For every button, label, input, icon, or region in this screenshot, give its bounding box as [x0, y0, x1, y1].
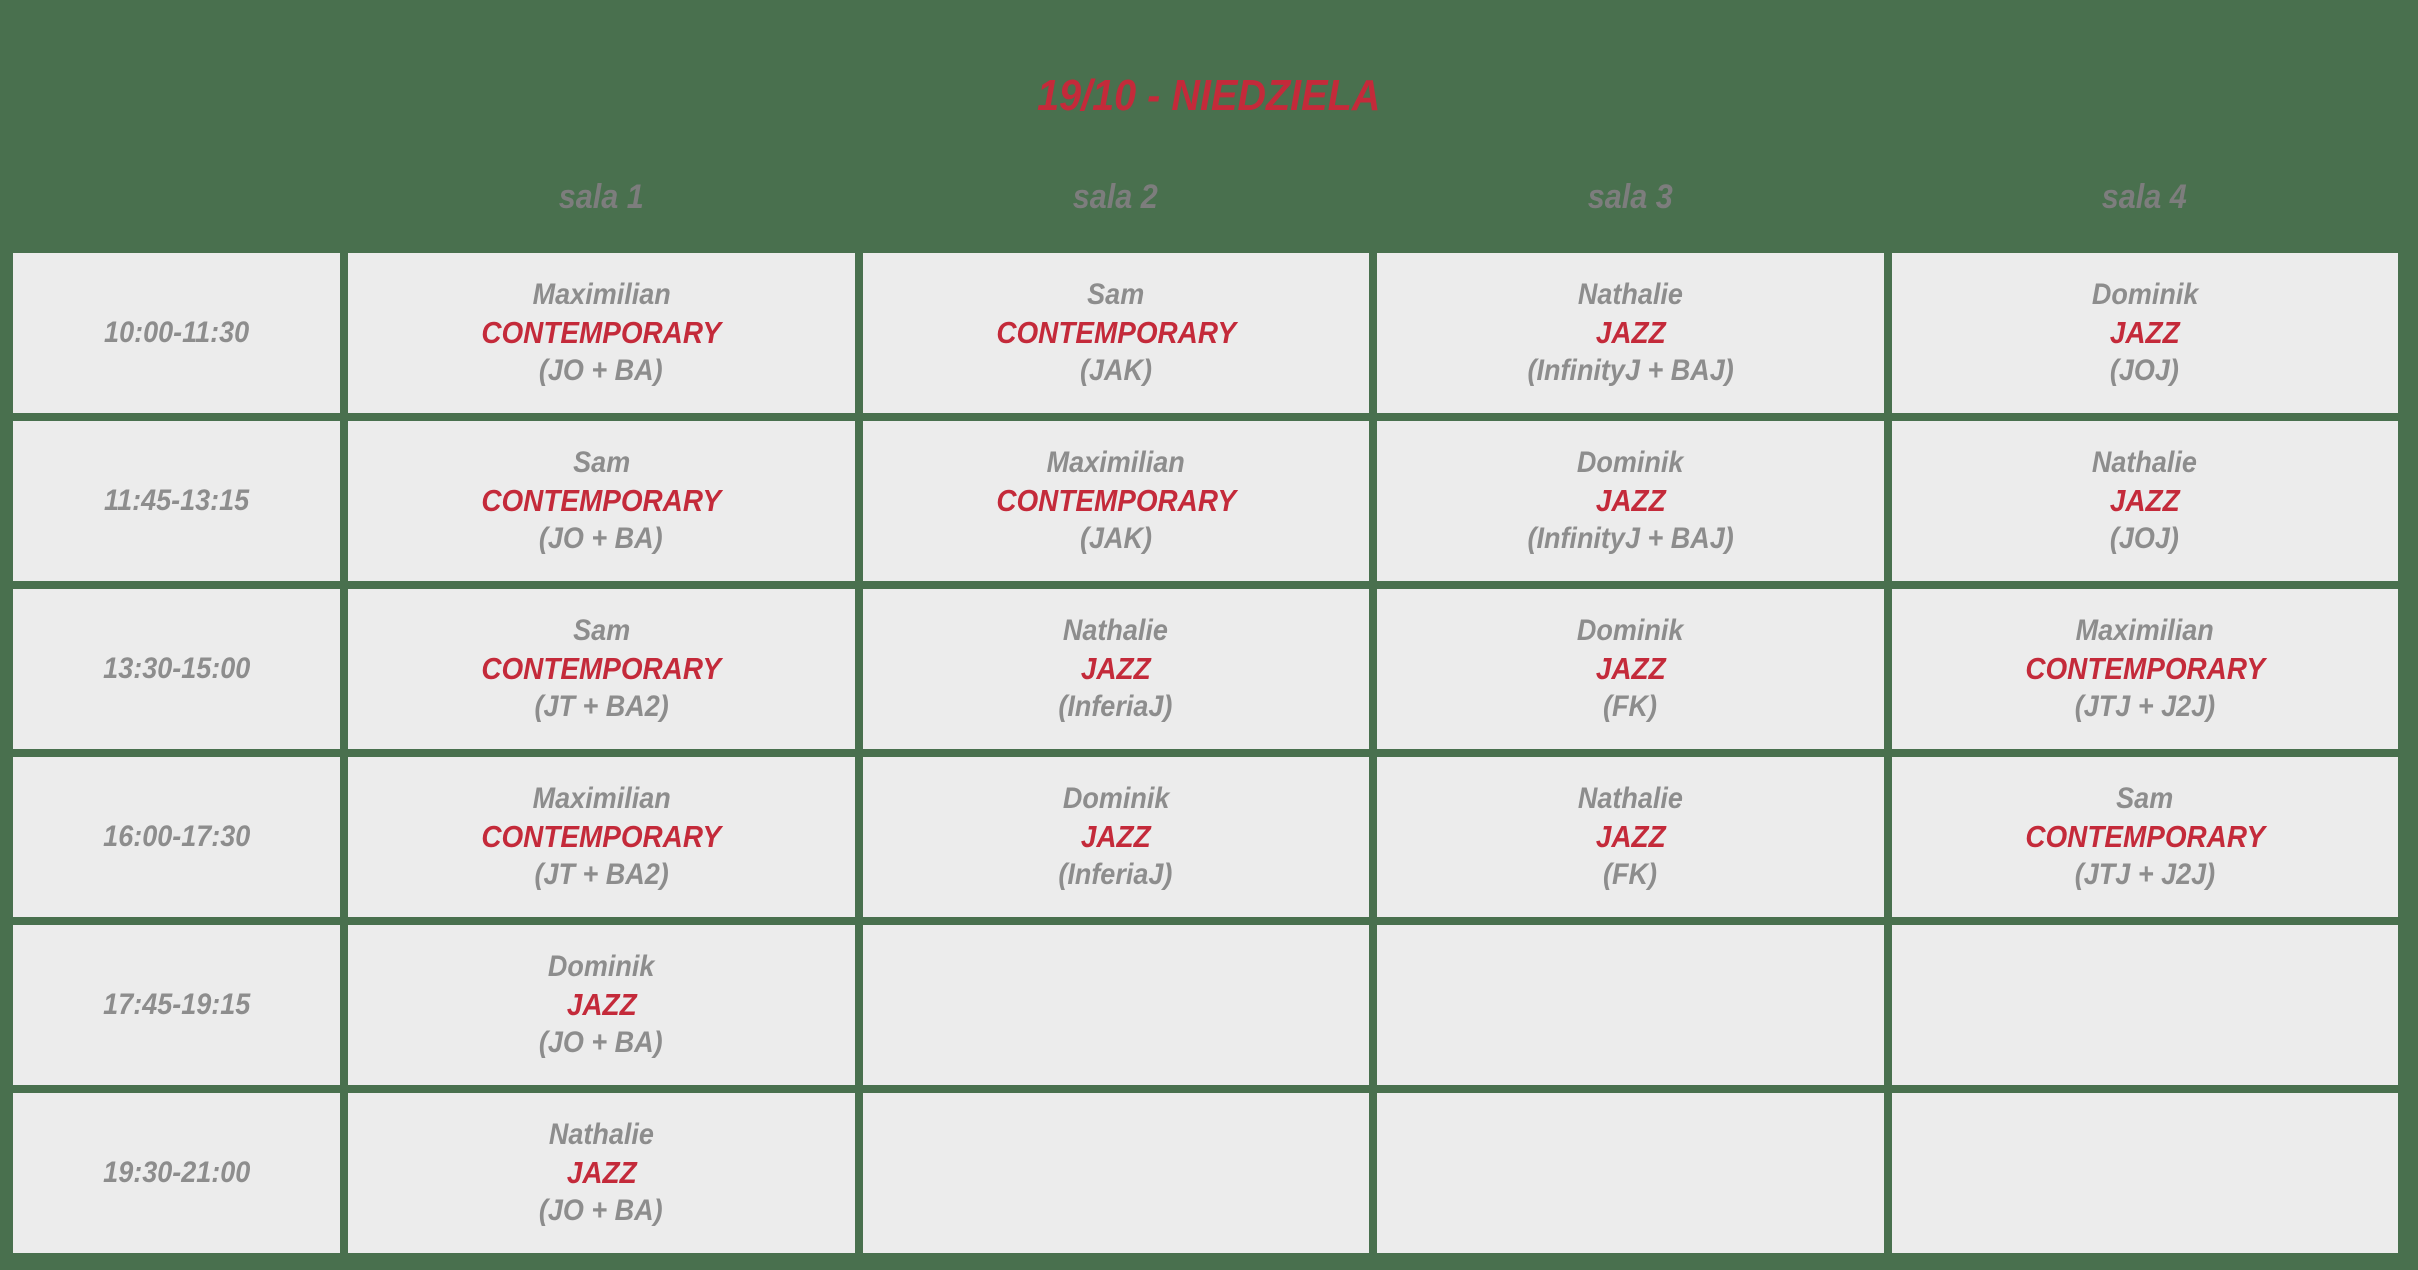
group-codes: (JO + BA) — [539, 522, 664, 555]
class-cell-row-4-sala-2 — [863, 757, 1370, 917]
schedule-title: 19/10 - NIEDZIELA — [1037, 71, 1381, 120]
time-label: 10:00-11:30 — [103, 316, 250, 349]
group-codes: (InferiaJ) — [1058, 858, 1173, 891]
time-label: 17:45-19:15 — [102, 988, 251, 1021]
time-label: 11:45-13:15 — [103, 484, 250, 517]
class-cell-row-5-sala-1 — [348, 925, 855, 1085]
teacher-name: Maximilian — [1046, 446, 1185, 479]
teacher-name: Sam — [1087, 278, 1145, 311]
group-codes: (InfinityJ + BAJ) — [1527, 522, 1734, 555]
group-codes: (JTJ + J2J) — [2074, 690, 2215, 723]
column-header-label: sala 1 — [558, 178, 644, 216]
teacher-name: Maximilian — [2075, 614, 2214, 647]
empty-cell-row-6-sala-4 — [1892, 1093, 2399, 1253]
class-style: CONTEMPORARY — [2024, 819, 2265, 854]
class-style: JAZZ — [2109, 483, 2180, 518]
class-cell-row-2-sala-4 — [1892, 421, 2399, 581]
class-style: CONTEMPORARY — [2024, 651, 2265, 686]
time-cell-row-6 — [13, 1093, 340, 1253]
class-style: JAZZ — [566, 987, 637, 1022]
group-codes: (JAK) — [1079, 522, 1152, 555]
class-cell-row-1-sala-4 — [1892, 253, 2399, 413]
teacher-name: Dominik — [2091, 278, 2199, 311]
class-style: JAZZ — [1595, 483, 1666, 518]
class-style: CONTEMPORARY — [995, 483, 1236, 518]
empty-cell-row-6-sala-2 — [863, 1093, 1370, 1253]
class-cell-row-3-sala-3 — [1377, 589, 1884, 749]
column-header-sala-3 — [1377, 178, 1884, 217]
group-codes: (JO + BA) — [539, 1026, 664, 1059]
class-cell-row-3-sala-4 — [1892, 589, 2399, 749]
teacher-name: Sam — [572, 446, 630, 479]
group-codes: (JT + BA2) — [534, 858, 669, 891]
time-cell-row-1 — [13, 253, 340, 413]
group-codes: (InferiaJ) — [1058, 690, 1173, 723]
class-cell-row-2-sala-1 — [348, 421, 855, 581]
group-codes: (JOJ) — [2110, 354, 2180, 387]
class-style: JAZZ — [1595, 315, 1666, 350]
class-cell-row-1-sala-1 — [348, 253, 855, 413]
class-cell-row-6-sala-1 — [348, 1093, 855, 1253]
time-label: 19:30-21:00 — [102, 1156, 251, 1189]
empty-cell-row-5-sala-2 — [863, 925, 1370, 1085]
teacher-name: Dominik — [547, 950, 655, 983]
column-header-sala-4 — [1892, 178, 2399, 217]
teacher-name: Nathalie — [1577, 782, 1683, 815]
teacher-name: Sam — [2116, 782, 2174, 815]
group-codes: (JO + BA) — [539, 1194, 664, 1227]
class-style: JAZZ — [1080, 819, 1151, 854]
teacher-name: Nathalie — [1577, 278, 1683, 311]
group-codes: (InfinityJ + BAJ) — [1527, 354, 1734, 387]
class-style: CONTEMPORARY — [995, 315, 1236, 350]
class-cell-row-2-sala-3 — [1377, 421, 1884, 581]
column-header-label: sala 3 — [1587, 178, 1673, 216]
empty-cell-row-6-sala-3 — [1377, 1093, 1884, 1253]
time-label: 16:00-17:30 — [102, 820, 251, 853]
group-codes: (JAK) — [1079, 354, 1152, 387]
class-cell-row-4-sala-3 — [1377, 757, 1884, 917]
time-cell-row-2 — [13, 421, 340, 581]
group-codes: (JTJ + J2J) — [2074, 858, 2215, 891]
column-header-sala-1 — [348, 178, 855, 217]
class-cell-row-4-sala-4 — [1892, 757, 2399, 917]
class-style: CONTEMPORARY — [481, 651, 722, 686]
teacher-name: Nathalie — [2092, 446, 2198, 479]
column-header-label: sala 4 — [2102, 178, 2188, 216]
class-style: CONTEMPORARY — [481, 315, 722, 350]
class-style: JAZZ — [566, 1155, 637, 1190]
teacher-name: Maximilian — [532, 278, 671, 311]
group-codes: (JO + BA) — [539, 354, 664, 387]
teacher-name: Dominik — [1576, 446, 1684, 479]
class-style: JAZZ — [2109, 315, 2180, 350]
class-cell-row-3-sala-2 — [863, 589, 1370, 749]
group-codes: (JT + BA2) — [534, 690, 669, 723]
column-header-label: sala 2 — [1073, 178, 1159, 216]
class-cell-row-1-sala-3 — [1377, 253, 1884, 413]
group-codes: (FK) — [1603, 690, 1658, 723]
teacher-name: Dominik — [1576, 614, 1684, 647]
schedule-header — [0, 72, 2418, 120]
class-cell-row-1-sala-2 — [863, 253, 1370, 413]
time-cell-row-4 — [13, 757, 340, 917]
empty-cell-row-5-sala-4 — [1892, 925, 2399, 1085]
class-style: CONTEMPORARY — [481, 483, 722, 518]
teacher-name: Nathalie — [1063, 614, 1169, 647]
time-cell-row-5 — [13, 925, 340, 1085]
schedule-table — [13, 253, 2398, 1253]
column-header-sala-2 — [863, 178, 1370, 217]
teacher-name: Dominik — [1062, 782, 1170, 815]
group-codes: (FK) — [1603, 858, 1658, 891]
column-headers — [13, 178, 2398, 217]
class-style: CONTEMPORARY — [481, 819, 722, 854]
time-cell-row-3 — [13, 589, 340, 749]
class-style: JAZZ — [1080, 651, 1151, 686]
class-style: JAZZ — [1595, 819, 1666, 854]
class-cell-row-3-sala-1 — [348, 589, 855, 749]
class-cell-row-4-sala-1 — [348, 757, 855, 917]
teacher-name: Nathalie — [548, 1118, 654, 1151]
empty-cell-row-5-sala-3 — [1377, 925, 1884, 1085]
teacher-name: Sam — [572, 614, 630, 647]
teacher-name: Maximilian — [532, 782, 671, 815]
group-codes: (JOJ) — [2110, 522, 2180, 555]
header-spacer — [13, 178, 340, 217]
class-cell-row-2-sala-2 — [863, 421, 1370, 581]
time-label: 13:30-15:00 — [102, 652, 251, 685]
class-style: JAZZ — [1595, 651, 1666, 686]
